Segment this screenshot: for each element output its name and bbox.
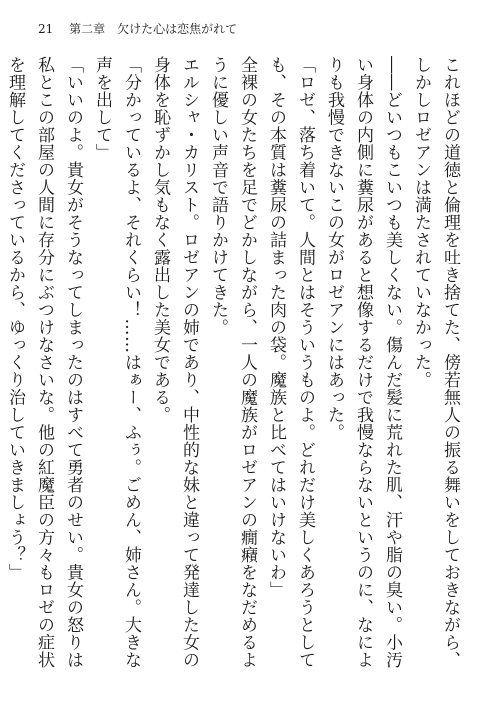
- paragraph-7: 「いいのよ。貴女がそうなってしまったのはすべて勇者のせい。貴女の怒りは私とこの部屋の人間に存分にぶつけなさいな。他の紅魔臣の方々もロゼの症状を理解してくださっているから、ゆっくり治していきましょう？」: [5, 56, 83, 669]
- chapter-title: 第二章 欠けた心は恋焦がれて: [69, 22, 238, 36]
- vertical-text-body: [5, 56, 464, 676]
- paragraph-5: エルシャ・カリスト。ロゼアンの姉であり、中性的な妹と違って発達した女の身体を恥ずかし気もなく露出した美女である。: [150, 56, 199, 669]
- paragraph-3: 「ロゼ、落ち着いて。人間とはそういうものよ。どれだけ美しくあろうとしても、その本質は糞尿の詰まった肉の袋。魔族と比べてはいけないわ」: [266, 56, 315, 669]
- page-number: 21: [38, 22, 54, 36]
- paragraph-2: ――どいつもこいつも美しくない。傷んだ髪に荒れた肌、汗や脂の臭い。小汚い身体の内側に糞尿があると想像するだけで我慢ならないというのに、なによりも我慢できないこの女がロゼアンにはあった。: [324, 56, 402, 669]
- page-header: [38, 20, 470, 38]
- paragraph-4: 全裸の女たちを足でどかしながら、一人の魔族がロゼアンの癇癪をなだめるように優しい声音で語りかけてきた。: [208, 56, 257, 669]
- paragraph-1: これほどの道徳と倫理を吐き捨てた、傍若無人の振る舞いをしておきながら、しかしロゼアンは満たされていなかった。: [411, 56, 460, 669]
- paragraph-6: 「分かっているよ、それくらい！……はぁー、ふぅ。ごめん、姉さん。大きな声を出して」: [92, 56, 141, 669]
